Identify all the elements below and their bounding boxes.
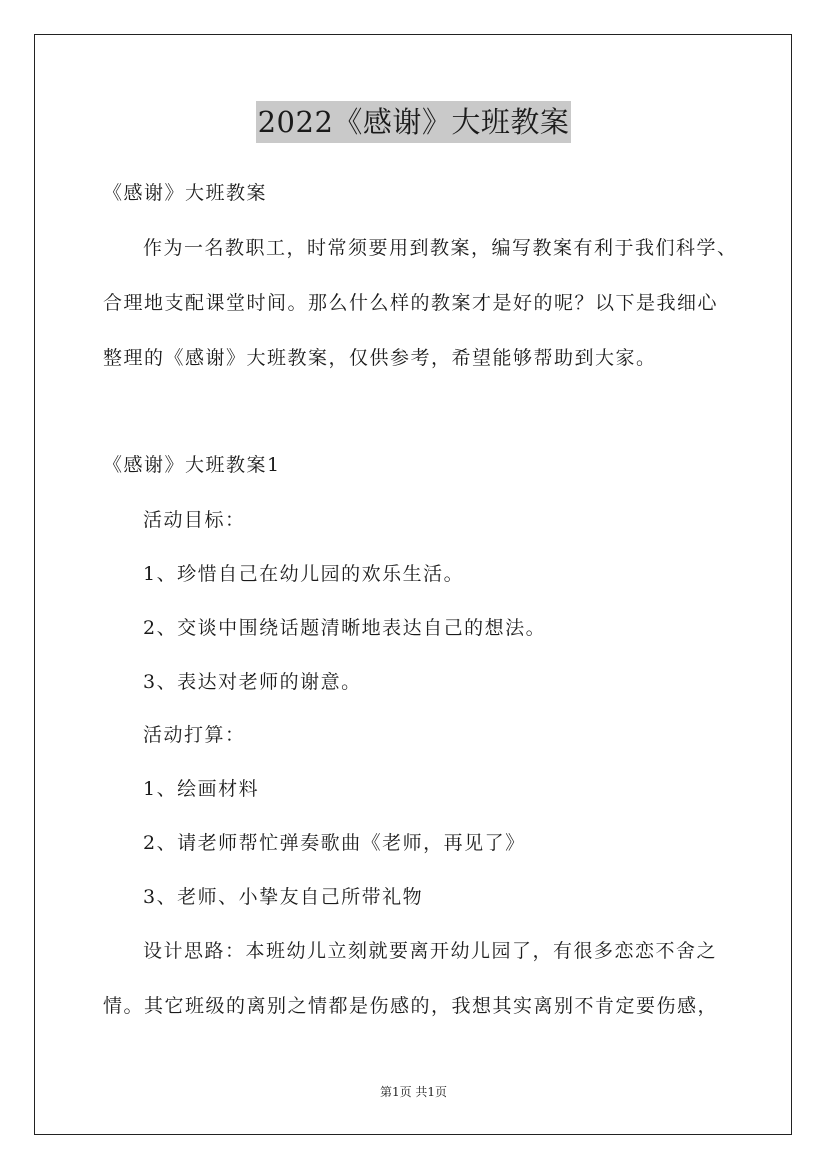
- intro-line-2: 合理地支配课堂时间。那么什么样的教案才是好的呢？以下是我细心: [103, 292, 719, 314]
- document-title-wrap: [0, 101, 827, 143]
- document-title: 2022《感谢》大班教案: [256, 101, 572, 143]
- intro-line-3: 整理的《感谢》大班教案，仅供参考，希望能够帮助到大家。: [103, 347, 657, 369]
- design-line-1: 设计思路：本班幼儿立刻就要离开幼儿园了，有很多恋恋不舍之: [143, 940, 718, 962]
- goal-item-3: 3、表达对老师的谢意。: [143, 671, 362, 693]
- prep-item-3: 3、老师、小挚友自己所带礼物: [143, 886, 424, 908]
- prep-heading: 活动打算：: [143, 724, 246, 746]
- goals-heading: 活动目标：: [143, 509, 246, 531]
- prep-item-1: 1、绘画材料: [143, 778, 260, 800]
- goal-item-1: 1、珍惜自己在幼儿园的欢乐生活。: [143, 563, 465, 585]
- subtitle-line: 《感谢》大班教案: [103, 182, 268, 204]
- section-heading: 《感谢》大班教案1: [103, 454, 281, 476]
- page-footer: 第1页 共1页: [379, 1085, 448, 1099]
- prep-item-2: 2、请老师帮忙弹奏歌曲《老师，再见了》: [143, 832, 526, 854]
- design-line-2: 情。其它班级的离别之情都是伤感的，我想其实离别不肯定要伤感，: [103, 995, 719, 1017]
- intro-line-1: 作为一名教职工，时常须要用到教案，编写教案有利于我们科学、: [143, 237, 738, 259]
- goal-item-2: 2、交谈中围绕话题清晰地表达自己的想法。: [143, 617, 547, 639]
